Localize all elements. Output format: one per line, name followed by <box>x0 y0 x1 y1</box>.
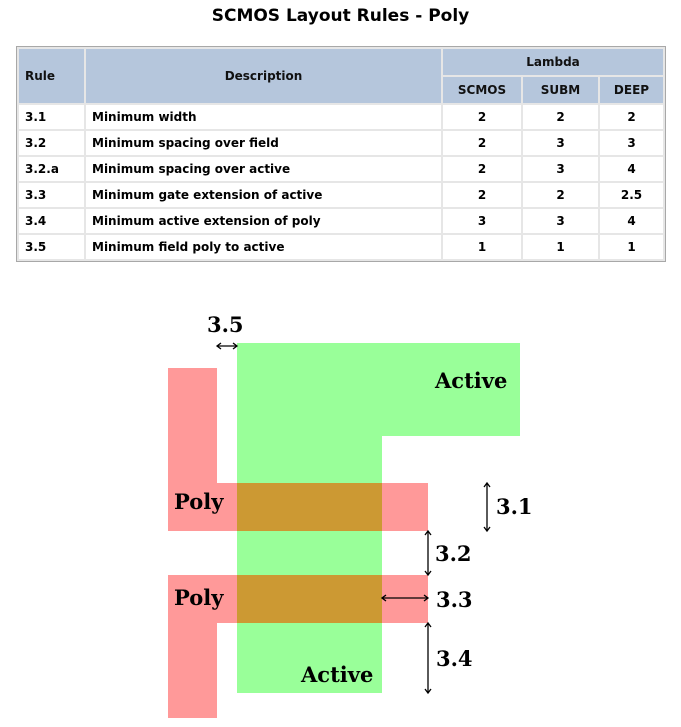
cell-deep: 3 <box>600 131 663 155</box>
cell-deep: 4 <box>600 157 663 181</box>
rule-label-3-3: 3.3 <box>436 587 473 612</box>
cell-subm: 3 <box>523 131 598 155</box>
cell-subm: 1 <box>523 235 598 259</box>
rule-label-3-5: 3.5 <box>207 312 244 337</box>
cell-scmos: 2 <box>443 131 521 155</box>
rule-label-3-2: 3.2 <box>435 541 472 566</box>
cell-rule: 3.5 <box>19 235 84 259</box>
cell-rule: 3.4 <box>19 209 84 233</box>
cell-description: Minimum field poly to active <box>86 235 441 259</box>
cell-deep: 4 <box>600 209 663 233</box>
cell-subm: 2 <box>523 105 598 129</box>
rule-label-3-1: 3.1 <box>496 494 533 519</box>
header-scmos: SCMOS <box>443 77 521 103</box>
header-rule: Rule <box>19 49 84 103</box>
cell-description: Minimum spacing over field <box>86 131 441 155</box>
cell-subm: 3 <box>523 157 598 181</box>
header-subm: SUBM <box>523 77 598 103</box>
poly-label-top: Poly <box>174 489 224 514</box>
cell-subm: 2 <box>523 183 598 207</box>
poly-label-bottom: Poly <box>174 585 224 610</box>
header-deep: DEEP <box>600 77 663 103</box>
rule-label-3-4: 3.4 <box>436 646 473 671</box>
cell-scmos: 2 <box>443 105 521 129</box>
cell-rule: 3.1 <box>19 105 84 129</box>
header-description: Description <box>86 49 441 103</box>
cell-scmos: 3 <box>443 209 521 233</box>
cell-deep: 2.5 <box>600 183 663 207</box>
cell-description: Minimum spacing over active <box>86 157 441 181</box>
active-label-bottom: Active <box>301 662 374 687</box>
cell-rule: 3.2.a <box>19 157 84 181</box>
cell-description: Minimum width <box>86 105 441 129</box>
cell-rule: 3.3 <box>19 183 84 207</box>
cell-rule: 3.2 <box>19 131 84 155</box>
active-label-top: Active <box>435 368 508 393</box>
cell-scmos: 2 <box>443 157 521 181</box>
cell-description: Minimum active extension of poly <box>86 209 441 233</box>
cell-deep: 1 <box>600 235 663 259</box>
cell-scmos: 2 <box>443 183 521 207</box>
header-lambda: Lambda <box>443 49 663 75</box>
gate-region-bottom <box>237 575 382 623</box>
cell-description: Minimum gate extension of active <box>86 183 441 207</box>
cell-scmos: 1 <box>443 235 521 259</box>
cell-deep: 2 <box>600 105 663 129</box>
page-title: SCMOS Layout Rules - Poly <box>211 6 470 26</box>
gate-region-top <box>237 483 382 531</box>
cell-subm: 3 <box>523 209 598 233</box>
